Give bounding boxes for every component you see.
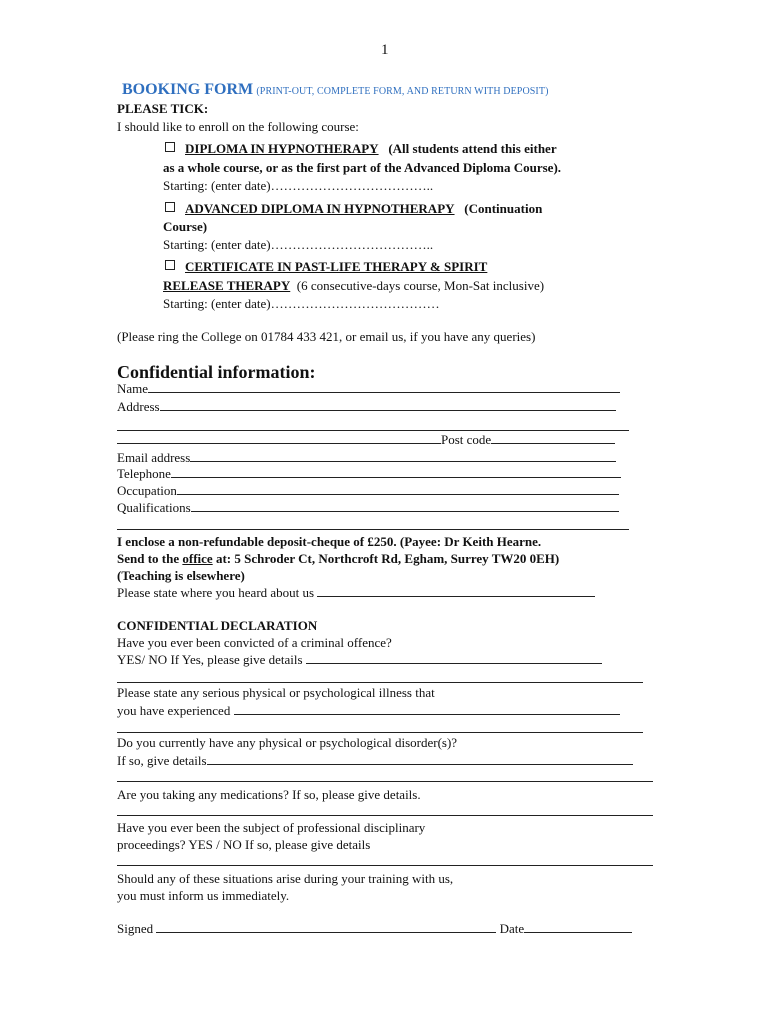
address-field[interactable] [117,399,616,415]
course-note-advanced-2: Course) [163,219,208,234]
occupation-input-line[interactable] [177,483,619,495]
heard-input-line[interactable] [317,585,595,597]
starting-date-diploma[interactable]: Starting: (enter date)……………………………….. [163,178,434,193]
criminal-details-field[interactable] [117,652,602,668]
course-name-certificate-2: RELEASE THERAPY [163,278,291,293]
postcode-field[interactable] [117,432,615,448]
email-field[interactable] [117,450,616,466]
page-number: 1 [381,42,389,58]
deposit-line-1: I enclose a non-refundable deposit-cheque of £250. (Payee: Dr Keith Hearne. [117,534,542,549]
course-name-diploma: DIPLOMA IN HYPNOTHERAPY [185,141,379,156]
qualifications-field[interactable] [117,500,619,516]
disorder-label: If so, give details [117,753,207,768]
address-input-line-2[interactable] [117,430,629,431]
disciplinary-details-line[interactable] [117,865,653,866]
question-disciplinary: Have you ever been the subject of professional disciplinary [117,820,426,835]
criminal-details-line[interactable] [306,652,602,664]
deposit-address: at: 5 Schroder Ct, Northcroft Rd, Egham, Surrey TW20 0EH) [212,551,560,566]
course-name-advanced: ADVANCED DIPLOMA IN HYPNOTHERAPY [185,201,455,216]
qualifications-input-line[interactable] [191,500,619,512]
signature-row[interactable] [117,921,632,937]
checkbox-certificate[interactable] [165,260,175,270]
heard-field[interactable] [117,585,595,601]
course-option-advanced[interactable] [165,201,542,217]
course-note-diploma: (All students attend this either [388,141,557,156]
contact-note: (Please ring the College on 01784 433 421, or email us, if you have any queries) [117,329,536,344]
criminal-details-line-2[interactable] [117,682,643,683]
telephone-input-line[interactable] [171,466,621,478]
date-line[interactable] [524,921,632,933]
name-label: Name [117,381,149,396]
deposit-office-word: office [182,551,213,566]
occupation-field[interactable] [117,483,619,499]
postcode-label: Post code [441,432,492,447]
confidential-heading: Confidential information: [117,362,316,382]
disciplinary-answer: proceedings? YES / NO If so, please give details [117,837,371,852]
address-input-line[interactable] [160,399,616,411]
question-illness: Please state any serious physical or psychological illness that [117,685,435,700]
disorder-details-field[interactable] [117,753,633,769]
course-note-diploma-2: as a whole course, or as the first part of the Advanced Diploma Course). [163,160,562,175]
disorder-details-line[interactable] [207,753,633,765]
telephone-label: Telephone [117,466,171,481]
declaration-heading: CONFIDENTIAL DECLARATION [117,618,318,633]
please-tick-label: PLEASE TICK: [117,101,209,116]
deposit-line-3: (Teaching is elsewhere) [117,568,245,583]
illness-label: you have experienced [117,703,231,718]
starting-date-advanced[interactable]: Starting: (enter date)……………………………….. [163,237,434,252]
question-criminal: Have you ever been convicted of a criminal offence? [117,635,392,650]
email-label: Email address [117,450,191,465]
telephone-field[interactable] [117,466,621,482]
checkbox-advanced[interactable] [165,202,175,212]
notice-line-1: Should any of these situations arise during your training with us, [117,871,454,886]
disorder-details-line-2[interactable] [117,781,653,782]
medications-details-line[interactable] [117,815,653,816]
occupation-label: Occupation [117,483,177,498]
name-field[interactable] [117,381,620,397]
course-note-advanced: (Continuation [464,201,543,216]
email-input-line[interactable] [190,450,616,462]
signature-line[interactable] [156,921,496,933]
deposit-line-2 [117,551,559,567]
course-certificate-line2 [163,278,544,294]
form-title-main: BOOKING FORM [122,81,254,98]
starting-date-certificate[interactable]: Starting: (enter date)………………………………… [163,296,440,311]
illness-details-line[interactable] [234,703,620,715]
course-name-certificate: CERTIFICATE IN PAST-LIFE THERAPY & SPIRIT [185,259,488,274]
postcode-input-line[interactable] [491,432,615,444]
question-disorder: Do you currently have any physical or psychological disorder(s)? [117,735,458,750]
address-label: Address [117,399,160,414]
illness-details-line-2[interactable] [117,732,643,733]
course-option-certificate[interactable] [165,259,487,275]
deposit-send-prefix: Send to the [117,551,183,566]
notice-line-2: you must inform us immediately. [117,888,290,903]
course-option-diploma[interactable] [165,141,557,157]
criminal-answer-label: YES/ NO If Yes, please give details [117,652,303,667]
signed-label: Signed [117,921,154,936]
intro-text: I should like to enroll on the following course: [117,119,359,134]
heard-label: Please state where you heard about us [117,585,315,600]
form-title-subtitle: (PRINT-OUT, COMPLETE FORM, AND RETURN WITH DEPOSIT) [256,86,549,97]
checkbox-diploma[interactable] [165,142,175,152]
qualifications-input-line-2[interactable] [117,529,629,530]
qualifications-label: Qualifications [117,500,191,515]
form-title [122,81,549,99]
name-input-line[interactable] [148,381,620,393]
illness-details-field[interactable] [117,703,620,719]
question-medications: Are you taking any medications? If so, please give details. [117,787,421,802]
address-input-line-3[interactable] [117,432,441,444]
course-note-certificate: (6 consecutive-days course, Mon-Sat inclusive) [296,278,545,293]
date-label: Date [499,921,525,936]
